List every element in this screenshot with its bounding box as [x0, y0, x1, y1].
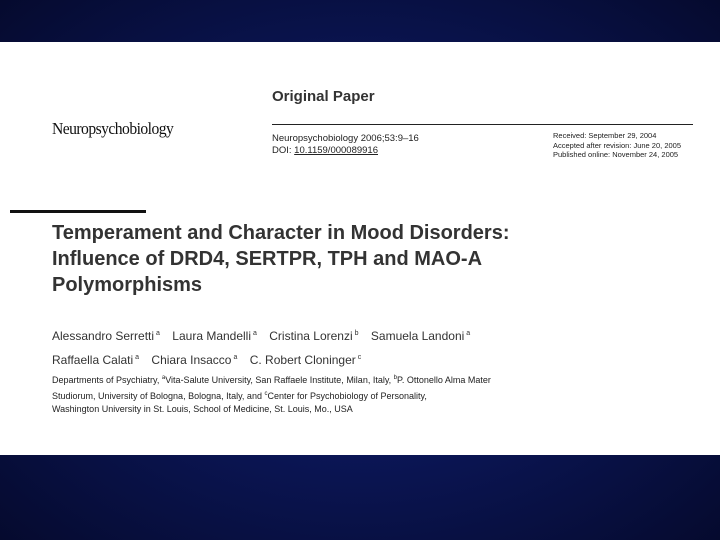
received-date: Received: September 29, 2004 — [553, 131, 657, 140]
author-line — [52, 323, 612, 347]
citation: Neuropsychobiology 2006;53:9–16 — [272, 133, 419, 144]
accepted-date: Accepted after revision: June 20, 2005 — [553, 140, 681, 150]
doi-link[interactable]: 10.1159/000089916 — [294, 145, 378, 156]
author-list — [52, 323, 612, 371]
title-line: Temperament and Character in Mood Disorders: — [52, 222, 510, 244]
author: Laura Mandelli $^a$ — [172, 329, 257, 343]
doi-line — [272, 145, 419, 157]
author: Cristina Lorenzi $^b$ — [269, 329, 359, 343]
affiliations — [52, 372, 612, 417]
affiliation-line: Departments of Psychiatry, $^a$Vita-Salute University, San Raffaele Institute, Milan, Italy, $^b$P. Ottonello Alma Mater — [52, 375, 491, 385]
article-type: Original Paper — [272, 88, 375, 105]
author: Raffaella Calati $^a$ — [52, 353, 140, 367]
author: Samuela Landoni $^a$ — [370, 329, 471, 343]
header-divider — [272, 124, 693, 125]
author: Alessandro Serretti $^a$ — [52, 329, 160, 343]
journal-logo: Neuropsychobiology — [52, 119, 174, 138]
published-date: Published online: November 24, 2005 — [553, 150, 679, 159]
affiliation-line: Studiorum, University of Bologna, Bologna, Italy, and $^c$Center for Psychobiology of Personality, — [52, 390, 427, 401]
author: Chiara Insacco $^a$ — [151, 353, 238, 367]
author: C. Robert Cloninger $^c$ — [249, 353, 362, 367]
title-rule — [10, 210, 146, 213]
citation-block — [272, 133, 419, 157]
title-line: Influence of DRD4, SERTPR, TPH and MAO-A — [52, 248, 483, 270]
paper-page — [0, 42, 720, 455]
doi-label: DOI: — [272, 145, 292, 156]
paper-title — [52, 220, 612, 298]
affiliation-line: Washington University in St. Louis, School of Medicine, St. Louis, Mo., USA — [52, 404, 353, 414]
publication-dates — [553, 131, 681, 160]
title-line: Polymorphisms — [52, 274, 203, 296]
author-line — [52, 347, 612, 371]
